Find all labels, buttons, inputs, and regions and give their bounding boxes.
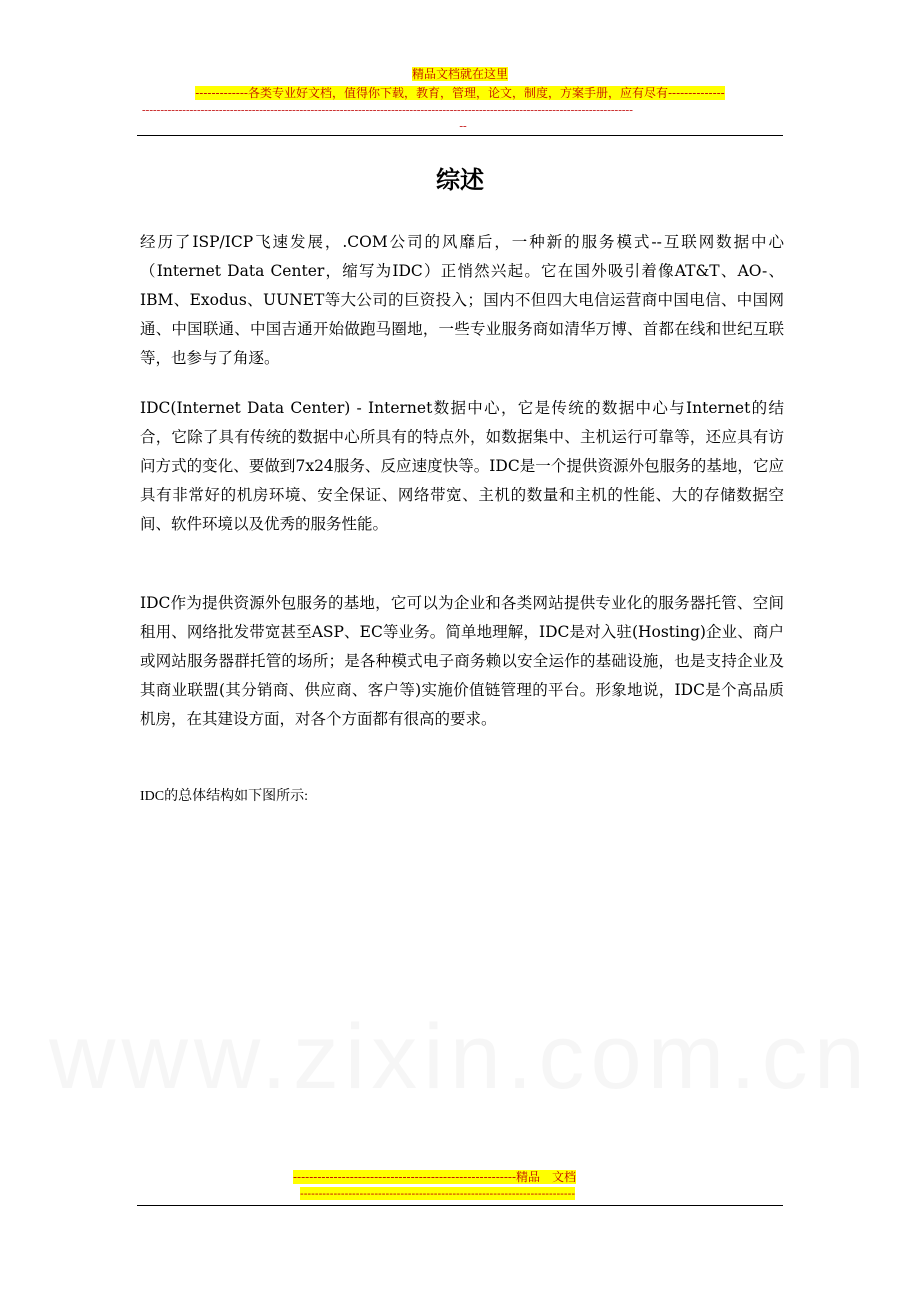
figure-caption: IDC的总体结构如下图所示: (140, 789, 308, 804)
document-title: 综述 (436, 166, 484, 194)
header-title (0, 66, 920, 82)
header-subtitle (0, 85, 920, 101)
paragraph-idc-definition: IDC(Internet Data Center) - Internet数据中心，它是传统的数据中心与Internet的结合，它除了具有传统的数据中心所具有的特点外，如数据集中、主机运行可靠等，还应具有访问方式的变化、要做到7x24服务、反应速度快等。IDC是一个提供资源外包服务的基地，它应具有非常好的机房环境、安全保证、网络带宽、主机的数量和主机的性能、大的存储数据空间、软件环境以及优秀的服务性能。 (140, 399, 784, 533)
paragraph-overview: 经历了ISP/ICP飞速发展，.COM公司的风靡后，一种新的服务模式--互联网数据中心（Internet Data Center，缩写为IDC）正悄然兴起。它在国外吸引着像AT&T、AO-、IBM、Exodus、UUNET等大公司的巨资投入；国内不但四大电信运营商中国电信、中国网通、中国联通、中国吉通开始做跑马圈地，一些专业服务商如清华万博、首都在线和世纪互联等，也参与了角逐。 (140, 233, 784, 367)
footer-line-text: -------------------------------------------------------精品 文档 (293, 1170, 577, 1184)
header-rule (137, 135, 783, 136)
header-subtitle-text: -------------各类专业好文档，值得你下载，教育，管理，论文，制度，方案手册，应有尽有-------------- (195, 86, 725, 100)
header-dash-line-end: -- (459, 120, 467, 132)
watermark (0, 1005, 920, 1110)
footer-rule (137, 1205, 783, 1206)
footer-dash-line (300, 1187, 620, 1201)
footer-line (293, 1169, 576, 1185)
header-title-text: 精品文档就在这里 (411, 67, 508, 81)
paragraph-idc-services: IDC作为提供资源外包服务的基地，它可以为企业和各类网站提供专业化的服务器托管、空间租用、网络批发带宽甚至ASP、EC等业务。简单地理解，IDC是对入驻(Hosting)企业、商户或网站服务器群托管的场所；是各种模式电子商务赖以安全运作的基础设施，也是支持企业及其商业联盟(其分销商、供应商、客户等)实施价值链管理的平台。形象地说，IDC是个高品质机房，在其建设方面，对各个方面都有很高的要求。 (140, 594, 784, 728)
header-dash-line: -------------------------------------------------------------------------------------------------------------------------------------- (142, 104, 633, 116)
footer-dash-text: -------------------------------------------------------------------------- (300, 1187, 576, 1200)
